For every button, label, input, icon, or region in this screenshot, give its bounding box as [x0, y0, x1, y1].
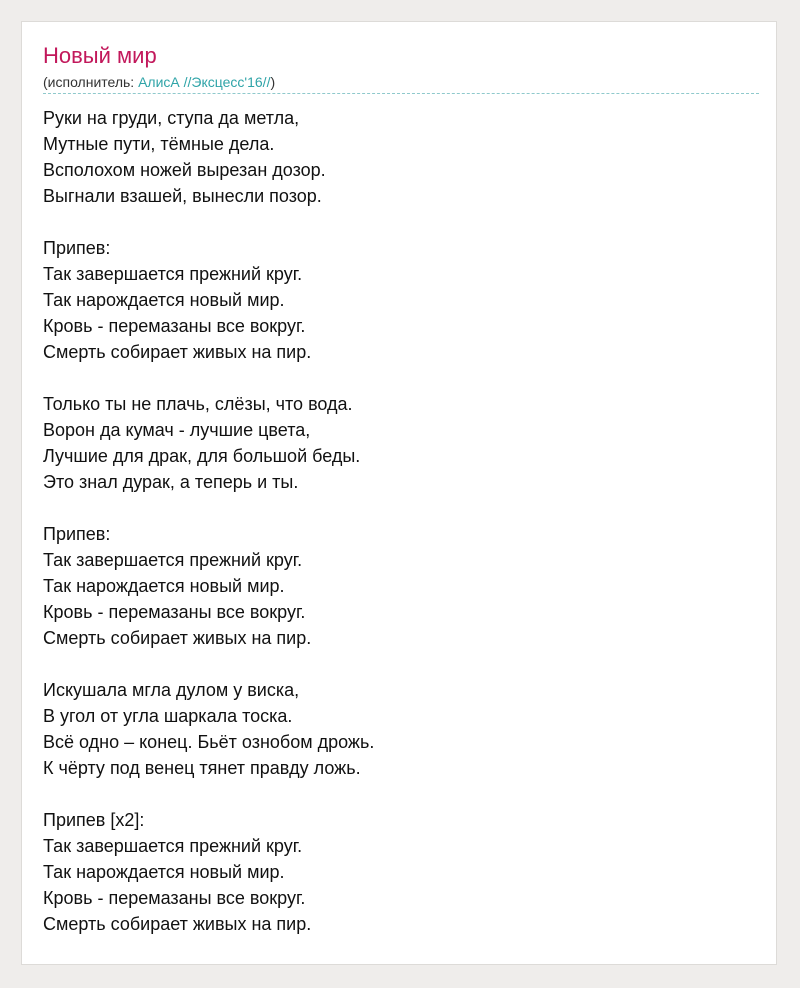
lyrics-line: Всё одно – конец. Бьёт ознобом дрожь. — [43, 732, 375, 752]
album-name: //Эксцесс'16// — [183, 74, 271, 90]
lyrics-stanza — [43, 677, 374, 781]
lyrics-line: Смерть собирает живых на пир. — [43, 628, 312, 648]
lyrics-line: Припев [x2]: — [43, 810, 145, 830]
lyrics-line: Смерть собирает живых на пир. — [43, 914, 312, 934]
lyrics-line: Так завершается прежний круг. — [43, 550, 303, 570]
lyrics-stanza — [43, 391, 374, 495]
lyrics-line: Так нарождается новый мир. — [43, 862, 285, 882]
lyrics-line: Так завершается прежний круг. — [43, 264, 303, 284]
lyrics-card — [21, 21, 777, 965]
lyrics-stanza — [43, 521, 374, 651]
title-divider — [43, 93, 759, 94]
lyrics-line: Искушала мгла дулом у виска, — [43, 680, 300, 700]
artist-link[interactable] — [138, 74, 270, 90]
lyrics-line: Так завершается прежний круг. — [43, 836, 303, 856]
lyrics-line: Всполохом ножей вырезан дозор. — [43, 160, 326, 180]
performer-suffix: ) — [270, 74, 276, 90]
lyrics-line: Так нарождается новый мир. — [43, 576, 285, 596]
lyrics-line: Руки на груди, ступа да метла, — [43, 108, 300, 128]
lyrics-stanza — [43, 105, 374, 209]
lyrics-line: Только ты не плачь, слёзы, что вода. — [43, 394, 353, 414]
lyrics-line: К чёрту под венец тянет правду ложь. — [43, 758, 361, 778]
lyrics-line: В угол от угла шаркала тоска. — [43, 706, 293, 726]
lyrics-line: Выгнали взашей, вынесли позор. — [43, 186, 322, 206]
lyrics-line: Это знал дурак, а теперь и ты. — [43, 472, 299, 492]
performer-prefix: (исполнитель: — [43, 74, 139, 90]
lyrics-line: Припев: — [43, 524, 111, 544]
song-title: Новый мир — [43, 43, 157, 68]
lyrics-line: Лучшие для драк, для большой беды. — [43, 446, 361, 466]
lyrics-line: Так нарождается новый мир. — [43, 290, 285, 310]
lyrics-line: Кровь - перемазаны все вокруг. — [43, 602, 306, 622]
lyrics-line: Кровь - перемазаны все вокруг. — [43, 316, 306, 336]
lyrics-stanza — [43, 235, 374, 365]
lyrics-line: Смерть собирает живых на пир. — [43, 342, 312, 362]
lyrics-line: Кровь - перемазаны все вокруг. — [43, 888, 306, 908]
lyrics-line: Припев: — [43, 238, 111, 258]
lyrics-text — [43, 105, 374, 963]
performer-info — [43, 73, 275, 91]
lyrics-line: Мутные пути, тёмные дела. — [43, 134, 275, 154]
lyrics-stanza — [43, 807, 374, 937]
lyrics-line: Ворон да кумач - лучшие цвета, — [43, 420, 311, 440]
artist-name: АлисА — [138, 74, 180, 90]
